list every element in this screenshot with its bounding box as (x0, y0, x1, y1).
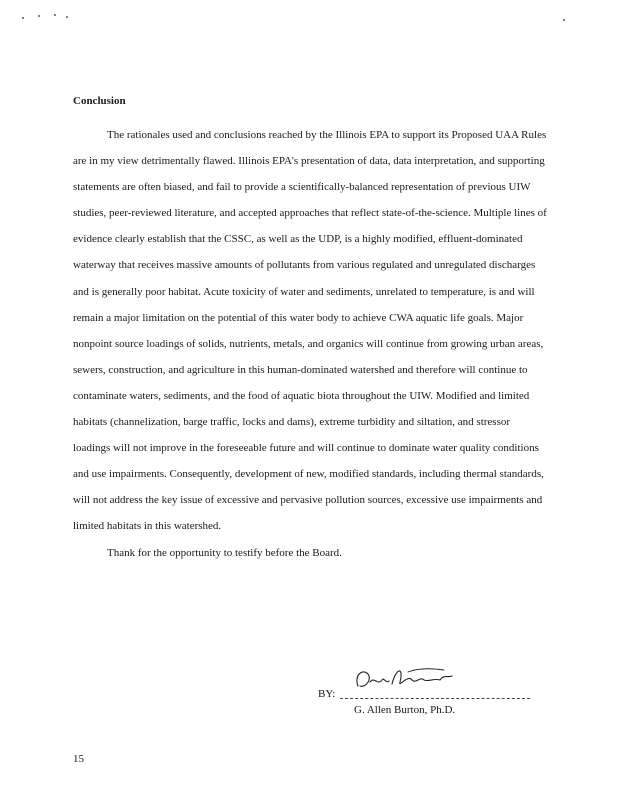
section-heading: Conclusion (73, 95, 126, 107)
by-label: BY: (318, 688, 336, 700)
signature-line (340, 698, 530, 699)
signer-name: G. Allen Burton, Ph.D. (354, 704, 456, 716)
page-number: 15 (73, 753, 84, 765)
body-text (73, 122, 549, 566)
handwritten-signature (348, 660, 468, 696)
closing-paragraph: Thank for the opportunity to testify before the Board. (107, 546, 342, 559)
signature-block (318, 660, 548, 720)
conclusion-paragraph: The rationales used and conclusions reached by the Illinois EPA to support its Proposed UAA Rules are in my view detrimentally flawed. Illinois EPA's presentation of data, data interpretation, and supporting statements are often biased, and fail to provide a scientifically-balanced representation of previous UIW studies, peer-reviewed literature, and accepted approaches that reflect state-of-the-science. Multiple lines of evidence clearly establish that the CSSC, as well as the UDP, is a highly modified, effluent-dominated waterway that receives massive amounts of pollutants from various regulated and unregulated discharges and is generally poor habitat. Acute toxicity of water and sediments, unrelated to temperature, is and will remain a major limitation on the potential of this water body to achieve CWA aquatic life goals. Major nonpoint source loadings of solids, nutrients, metals, and organics will continue from growing urban areas, sewers, construction, and agriculture in this human-dominated watershed and therefore will continue to contaminate waters, sediments, and the food of aquatic biota throughout the UIW. Modified and limited habitats (channelization, barge traffic, locks and dams), extreme turbidity and siltation, and stressor loadings will not improve in the foreseeable future and will continue to dominate water quality conditions and use impairments. Consequently, development of new, modified standards, including thermal standards, will not address the key issue of excessive and pervasive pollution sources, excessive use impairments and limited habitats in this watershed. (73, 129, 547, 533)
